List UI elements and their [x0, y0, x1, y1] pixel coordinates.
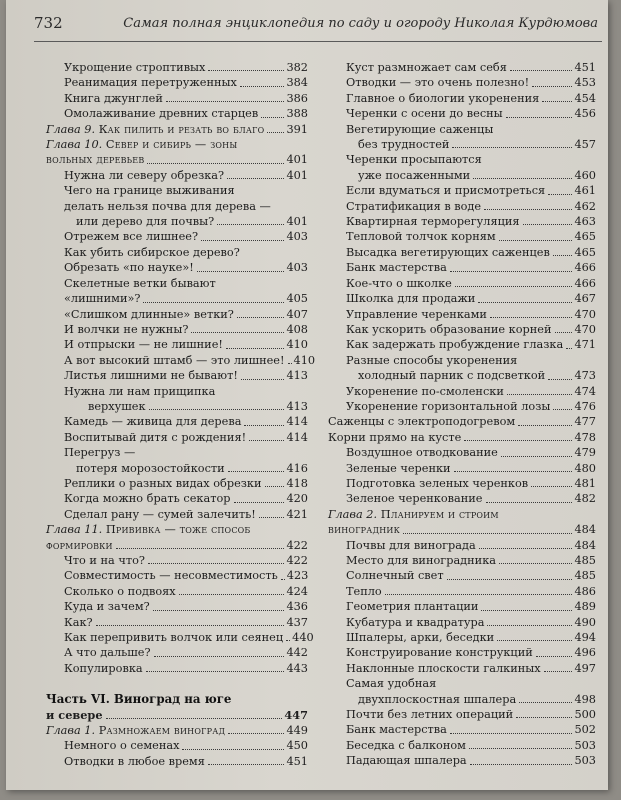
toc-entry: Отрежем все лишнее? 403 — [64, 230, 308, 244]
toc-entry-cont: потеря морозостойкости 416 — [76, 461, 308, 475]
toc-entry: Как перепривить волчок или сеянец 440 — [64, 631, 314, 645]
toc-entry: Тепловой толчок корням 465 — [346, 230, 596, 244]
chapter-heading-cont: виноградник 484 — [328, 523, 596, 537]
toc-entry: Листья лишними не бывают! 413 — [64, 369, 308, 383]
chapter-heading-cont: формировки 422 — [46, 538, 308, 552]
toc-entry: Как ускорить образование корней 470 — [346, 322, 596, 336]
toc-entry: И отпрыски — не лишние! 410 — [64, 338, 308, 352]
toc-entry-cont: «лишними»? 405 — [64, 292, 308, 306]
toc-entry-cont: уже посаженными 460 — [358, 168, 596, 182]
chapter-heading-cont: вольных деревьев 401 — [46, 153, 308, 167]
toc-entry: Отводки в любое время 451 — [64, 754, 308, 768]
toc-entry: Зеленые черенки 480 — [346, 461, 596, 475]
toc-entry: Что и на что? 422 — [64, 554, 308, 567]
toc-entry: Почвы для винограда 484 — [346, 538, 596, 552]
toc-entry: Камедь — живица для дерева 414 — [64, 415, 308, 429]
chapter-heading: Глава 2. Планируем и строим — [328, 507, 499, 521]
toc-entry: Омолаживание древних старцев 388 — [64, 107, 308, 121]
toc-entry: Когда можно брать секатор 420 — [64, 492, 308, 506]
toc-entry: Как убить сибирское дерево? — [64, 245, 240, 259]
chapter-heading: Глава 11. Прививка — тоже способ — [46, 523, 251, 537]
toc-entry: Высадка вегетирующих саженцев 465 — [346, 245, 596, 259]
toc-entry: Беседка с балконом 503 — [346, 738, 596, 752]
toc-entry: Куда и зачем? 436 — [64, 600, 308, 614]
page-number: 732 — [34, 14, 63, 32]
toc-entry: Если вдуматься и присмотреться 461 — [346, 184, 596, 198]
toc-entry-cont: двухплоскостная шпалера 498 — [358, 692, 596, 706]
toc-entry: Банк мастерства 466 — [346, 261, 596, 275]
toc-entry: Тепло 486 — [346, 584, 596, 598]
toc-entry: Банк мастерства 502 — [346, 723, 596, 737]
toc-entry-cont: Обрезать «по науке»! 403 — [64, 261, 308, 275]
chapter-heading: Глава 1. Размножаем виноград 449 — [46, 724, 308, 738]
toc-entry: Конструирование конструкций 496 — [346, 646, 596, 660]
toc-entry: Черенки просыпаются — [346, 153, 482, 167]
toc-entry-cont: или дерево для почвы? 401 — [76, 215, 308, 229]
book-page — [6, 0, 608, 790]
toc-entry: А вот высокий штамб — это лишнее! 410 — [64, 353, 316, 367]
toc-entry: Наклонные плоскости галкиных 497 — [346, 661, 596, 675]
toc-entry: Скелетные ветки бывают — [64, 276, 216, 290]
toc-entry: Почти без летних операций 500 — [346, 708, 596, 722]
toc-entry-cont: без трудностей 457 — [358, 138, 596, 152]
toc-entry: Падающая шпалера 503 — [346, 754, 596, 768]
toc-entry: Воздушное отводкование 479 — [346, 446, 596, 460]
toc-column-left — [46, 60, 316, 769]
toc-entry: Кубатура и квадратура 490 — [346, 615, 596, 629]
toc-entry: Разные способы укоренения — [346, 353, 518, 367]
toc-entry: Черенки с осени до весны 456 — [346, 107, 596, 121]
toc-entry-cont: верхушек 413 — [88, 399, 308, 413]
toc-column-right — [328, 60, 596, 769]
header-rule — [34, 41, 602, 42]
toc-entry-cont: делать нельзя почва для дерева — — [64, 199, 271, 213]
toc-entry: Зеленое черенкование 482 — [346, 492, 596, 506]
running-title: Самая полная энциклопедия по саду и огороду Николая Курдюмова — [123, 16, 598, 31]
toc-entry: Совместимость — несовместимость 423 — [64, 569, 309, 583]
toc-entry: Воспитывай дитя с рождения! 414 — [64, 430, 308, 444]
toc-entry: Квартирная терморегуляция 463 — [346, 215, 596, 229]
toc-entry: Куст размножает сам себя 451 — [346, 61, 596, 74]
chapter-heading: Глава 9. Как пилить и резать во благо 391 — [46, 122, 308, 136]
toc-entry: Шпалеры, арки, беседки 494 — [346, 631, 596, 645]
toc-entry: Немного о семенах 450 — [64, 739, 308, 753]
toc-entry: Укрощение строптивых 382 — [64, 61, 308, 74]
toc-entry: «Слишком длинные» ветки? 407 — [64, 307, 308, 321]
toc-entry: Солнечный свет 485 — [346, 569, 596, 583]
toc-entry: Подготовка зеленых черенков 481 — [346, 476, 596, 490]
toc-entry: Отводки — это очень полезно! 453 — [346, 76, 596, 90]
toc-entry: Управление черенками 470 — [346, 307, 596, 321]
toc-entry: Стратификация в воде 462 — [346, 199, 596, 213]
toc-entry: Геометрия плантации 489 — [346, 600, 596, 614]
toc-entry: Копулировка 443 — [64, 661, 308, 675]
toc-entry: Школка для продажи 467 — [346, 292, 596, 306]
toc-entry: Как задержать пробуждение глазка 471 — [346, 338, 596, 352]
toc-entry: Реплики о разных видах обрезки 418 — [64, 476, 308, 490]
part-heading-cont: и севере 447 — [46, 707, 308, 722]
toc-entry: И волчки не нужны? 408 — [64, 322, 308, 336]
toc-entry: Укоренение по-смоленски 474 — [346, 384, 596, 398]
part-heading: Часть VI. Виноград на юге — [46, 692, 232, 707]
toc-entry: Место для виноградника 485 — [346, 554, 596, 567]
toc-entry: Корни прямо на кусте 478 — [328, 430, 596, 444]
toc-entry: Нужна ли нам прищипка — [64, 384, 216, 398]
toc-entry: Самая удобная — [346, 677, 437, 691]
toc-entry: Книга джунглей 386 — [64, 91, 308, 105]
chapter-heading: Глава 10. Север и сибирь — зоны — [46, 138, 238, 152]
toc-entry-cont: холодный парник с подсветкой 473 — [358, 369, 596, 383]
toc-entry: Реанимация перетруженных 384 — [64, 76, 308, 90]
toc-entry: А что дальше? 442 — [64, 646, 308, 660]
toc-entry: Саженцы с электроподогревом 477 — [328, 415, 596, 429]
toc-entry: Сколько о подвоях 424 — [64, 584, 308, 598]
toc-entry: Укоренение горизонтальной лозы 476 — [346, 399, 596, 413]
toc-entry: Главное о биологии укоренения 454 — [346, 91, 596, 105]
toc-entry: Сделал рану — сумей залечить! 421 — [64, 507, 308, 521]
toc-entry: Кое-что о школке 466 — [346, 276, 596, 290]
toc-entry: Перегруз — — [64, 446, 136, 460]
toc-entry: Вегетирующие саженцы — [346, 122, 494, 136]
toc-entry: Как? 437 — [64, 615, 308, 629]
toc-entry: Нужна ли северу обрезка? 401 — [64, 168, 308, 182]
toc-entry: Чего на границе выживания — [64, 184, 235, 198]
